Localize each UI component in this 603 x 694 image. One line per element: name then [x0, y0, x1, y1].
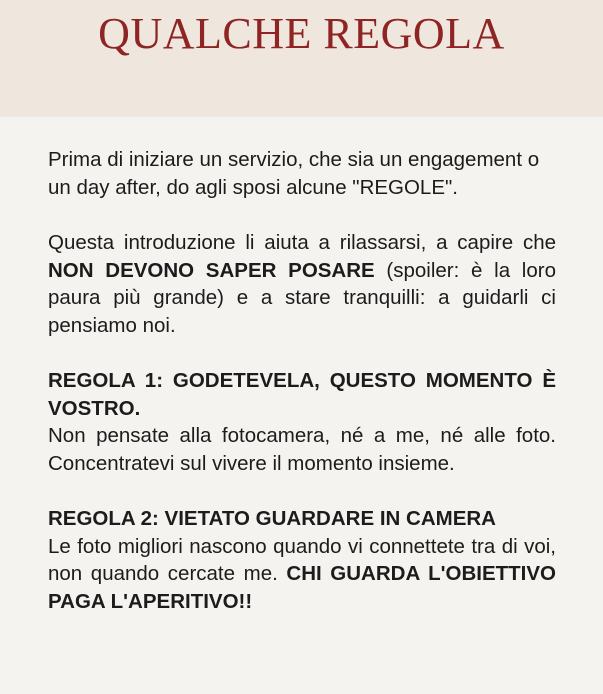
intro-paragraph-2 — [48, 229, 556, 339]
rule-1-heading: REGOLA 1: GODETEVELA, QUESTO MOMENTO È VOSTRO. — [48, 369, 556, 420]
page-title: QUALCHE REGOLA — [98, 9, 505, 58]
intro-paragraph-2-start: Questa introduzione li aiuta a rilassarsi, a capire che — [48, 231, 556, 254]
rule-1 — [48, 367, 556, 477]
intro-paragraph-2-bold: NON DEVONO SAPER POSARE — [48, 258, 375, 282]
rule-2-text: Le foto migliori nascono quando vi connettete tra di voi, non quando cercate me. — [48, 534, 556, 585]
header-banner — [0, 0, 603, 117]
rule-2 — [48, 505, 556, 615]
intro-paragraph-1: Prima di iniziare un servizio, che sia un engagement o un day after, do agli sposi alcune "REGOLE". — [48, 148, 540, 199]
rule-2-text-bold: CHI GUARDA L'OBIETTIVO PAGA L'APERITIVO!! — [48, 562, 556, 613]
rule-2-heading: REGOLA 2: VIETATO GUARDARE IN CAMERA — [48, 507, 496, 530]
rule-1-text: Non pensate alla fotocamera, né a me, né alle foto. Concentratevi sul vivere il momento insieme. — [48, 424, 556, 475]
content-body — [48, 146, 556, 643]
intro-paragraph-2-end: (spoiler: è la loro paura più grande) e a stare tranquilli: a guidarli ci pensiamo noi. — [48, 258, 556, 337]
